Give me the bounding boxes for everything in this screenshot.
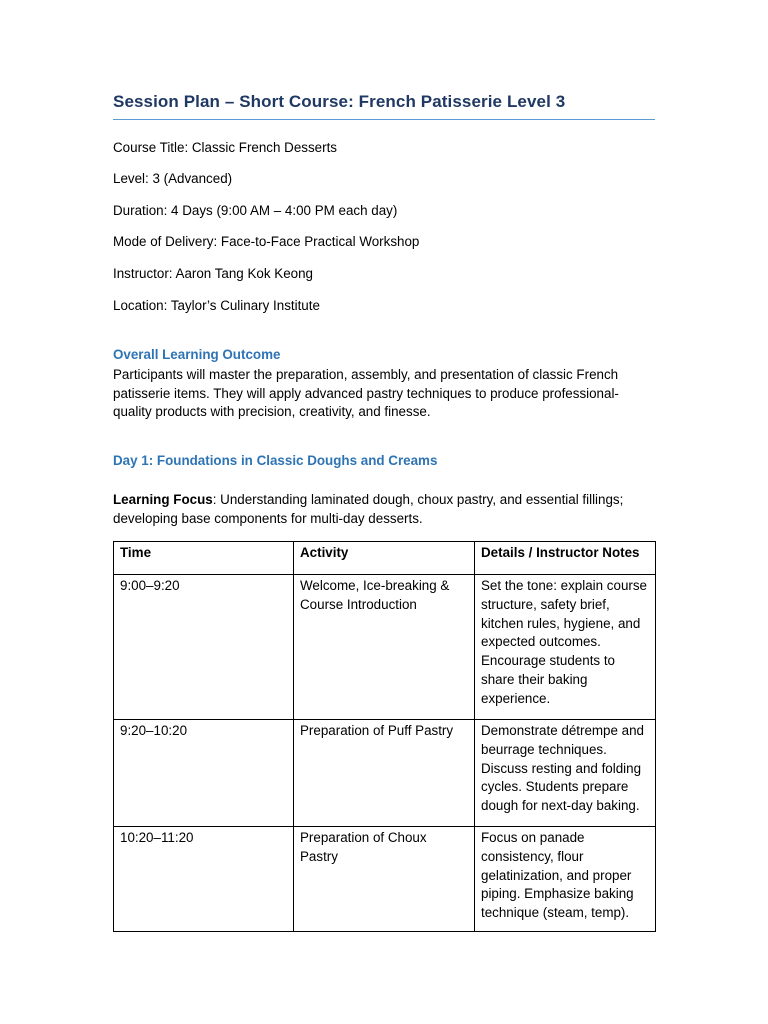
table-row [114, 720, 656, 827]
location-line: Location: Taylor’s Culinary Institute [113, 298, 320, 313]
outcome-heading: Overall Learning Outcome [113, 347, 281, 362]
cell-time: 9:00–9:20 [114, 575, 294, 720]
title-underline [113, 119, 655, 120]
outcome-paragraph: Participants will master the preparation, assembly, and presentation of classic French patisserie items. They will apply advanced pastry techniques to produce professional-quality products with precision, creativity, and finesse. [113, 367, 619, 420]
duration-line: Duration: 4 Days (9:00 AM – 4:00 PM each day) [113, 203, 398, 218]
session-schedule-table [113, 541, 656, 932]
header-activity: Activity [294, 542, 475, 575]
cell-time: 9:20–10:20 [114, 720, 294, 827]
learning-focus-label: Learning Focus [113, 492, 213, 507]
cell-notes: Focus on panade consistency, flour gelatinization, and proper piping. Emphasize baking technique (steam, temp). [475, 827, 656, 932]
table-row [114, 575, 656, 720]
cell-time: 10:20–11:20 [114, 827, 294, 932]
table-header-row [114, 542, 656, 575]
cell-activity: Welcome, Ice-breaking & Course Introduction [294, 575, 475, 720]
learning-focus-text: : Understanding laminated dough, choux pastry, and essential fillings; developing base components for multi-day desserts. [113, 492, 624, 526]
header-time: Time [114, 542, 294, 575]
learning-focus-paragraph [113, 491, 655, 528]
document-title: Session Plan – Short Course: French Patisserie Level 3 [113, 92, 566, 111]
day1-heading: Day 1: Foundations in Classic Doughs and Creams [113, 453, 438, 468]
instructor-line: Instructor: Aaron Tang Kok Keong [113, 266, 313, 281]
header-notes: Details / Instructor Notes [475, 542, 656, 575]
cell-activity: Preparation of Choux Pastry [294, 827, 475, 932]
cell-notes: Demonstrate détrempe and beurrage techniques. Discuss resting and folding cycles. Students prepare dough for next-day baking. [475, 720, 656, 827]
level-line: Level: 3 (Advanced) [113, 171, 233, 186]
cell-notes: Set the tone: explain course structure, safety brief, kitchen rules, hygiene, and expected outcomes. Encourage students to share their baking experience. [475, 575, 656, 720]
course-title-line: Course Title: Classic French Desserts [113, 140, 337, 155]
table-row [114, 827, 656, 932]
cell-activity: Preparation of Puff Pastry [294, 720, 475, 827]
delivery-mode-line: Mode of Delivery: Face-to-Face Practical Workshop [113, 234, 420, 249]
